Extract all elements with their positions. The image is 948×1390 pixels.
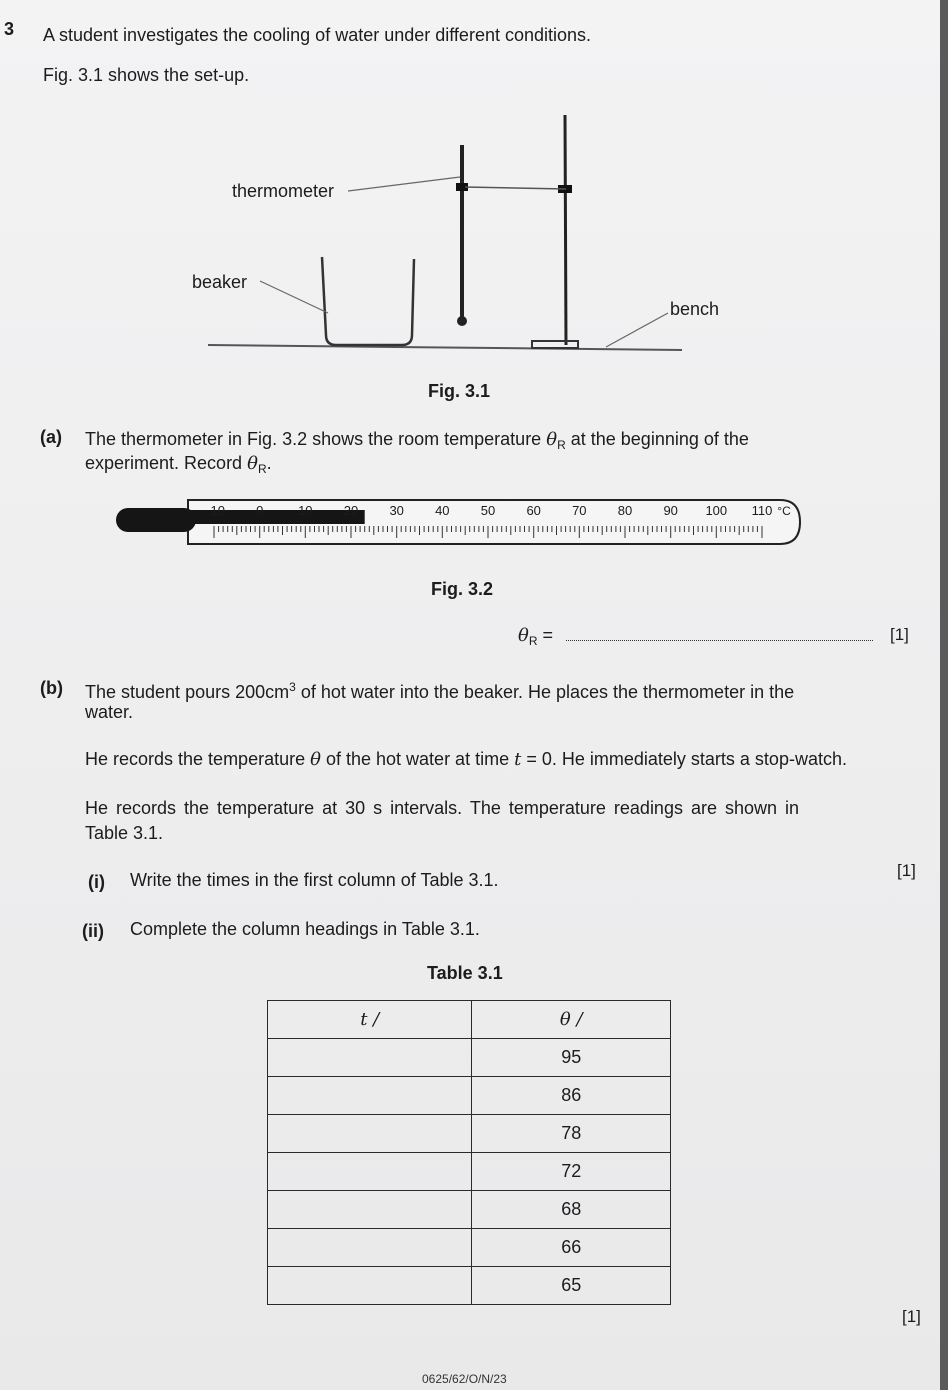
table-row bbox=[268, 1267, 671, 1305]
scale-label: 10 bbox=[298, 503, 313, 518]
time-cell[interactable] bbox=[268, 1077, 472, 1115]
scale-label: 110 bbox=[751, 503, 773, 518]
scale-label: 0 bbox=[256, 503, 264, 518]
table-row bbox=[268, 1039, 671, 1077]
thermometer-bulb bbox=[457, 316, 467, 326]
part-b-label: (b) bbox=[40, 678, 63, 698]
temperature-cell: 68 bbox=[472, 1191, 671, 1229]
footer-code: 0625/62/O/N/23 bbox=[422, 1372, 507, 1386]
table-3-1 bbox=[267, 1000, 671, 1305]
figure-3-2-thermometer bbox=[110, 496, 810, 550]
bench-label: bench bbox=[670, 299, 720, 319]
scale-label: 70 bbox=[572, 503, 587, 518]
stand-base bbox=[532, 341, 578, 348]
page-edge bbox=[940, 0, 948, 1390]
scale-label: 60 bbox=[526, 503, 541, 518]
temperature-cell: 72 bbox=[472, 1153, 671, 1191]
part-b-para1-line2: water. bbox=[85, 702, 134, 722]
header-time[interactable]: t / bbox=[268, 1001, 472, 1039]
sub-ii-marks: [1] bbox=[902, 1307, 921, 1326]
scale-label: 100 bbox=[705, 503, 728, 518]
part-b-para3-line1: He records the temperature at 30 s intervals. The temperature readings are shown in bbox=[85, 798, 800, 818]
thermometer-label: thermometer bbox=[232, 181, 335, 201]
scale-label: 40 bbox=[435, 503, 450, 518]
figure-3-1-caption: Fig. 3.1 bbox=[428, 381, 491, 401]
question-number: 3 bbox=[4, 19, 15, 39]
table-row bbox=[268, 1115, 671, 1153]
temperature-cell: 66 bbox=[472, 1229, 671, 1267]
sub-ii-label: (ii) bbox=[82, 921, 104, 941]
scale-label: 90 bbox=[663, 503, 678, 518]
part-a-answer-label: $\theta_R$ = bbox=[518, 625, 554, 648]
temperature-cell: 86 bbox=[472, 1077, 671, 1115]
scale-label: 50 bbox=[480, 503, 496, 518]
table-header-row bbox=[268, 1001, 671, 1039]
part-b-para1-line1: The student pours $200cm^3$ of hot water into the beaker. He places the thermometer in the bbox=[85, 680, 795, 702]
temperature-cell: 95 bbox=[472, 1039, 671, 1077]
scale-unit: °C bbox=[777, 504, 791, 518]
figure-3-1-diagram bbox=[180, 105, 760, 365]
sub-ii-text: Complete the column headings in Table 3.1. bbox=[130, 919, 480, 939]
part-a-marks: [1] bbox=[890, 625, 909, 644]
time-cell[interactable] bbox=[268, 1191, 472, 1229]
time-cell[interactable] bbox=[268, 1039, 472, 1077]
time-cell[interactable] bbox=[268, 1115, 472, 1153]
table-row bbox=[268, 1191, 671, 1229]
clamp-arm bbox=[465, 187, 566, 189]
header-temperature[interactable]: θ / bbox=[472, 1001, 671, 1039]
figure-reference: Fig. 3.1 shows the set-up. bbox=[43, 65, 250, 85]
question-intro: A student investigates the cooling of water under different conditions. bbox=[43, 25, 592, 45]
temperature-cell: 78 bbox=[472, 1115, 671, 1153]
part-a-label: (a) bbox=[40, 427, 62, 447]
time-cell[interactable] bbox=[268, 1153, 472, 1191]
part-a-line2: experiment. Record $\theta_R$. bbox=[85, 453, 272, 476]
figure-3-2-caption: Fig. 3.2 bbox=[431, 579, 494, 599]
scale-label: 80 bbox=[617, 503, 633, 518]
time-cell[interactable] bbox=[268, 1229, 472, 1267]
scale-label: 30 bbox=[389, 503, 404, 518]
table-row bbox=[268, 1229, 671, 1267]
part-b-para2: He records the temperature θ of the hot water at time t = 0. He immediately starts a stop-watch. bbox=[85, 749, 847, 770]
bench-line bbox=[208, 345, 682, 350]
table-3-1-caption: Table 3.1 bbox=[427, 963, 503, 983]
sub-i-marks: [1] bbox=[897, 861, 916, 880]
sub-i-text: Write the times in the first column of Table 3.1. bbox=[130, 870, 499, 890]
table-row bbox=[268, 1153, 671, 1191]
temperature-cell: 65 bbox=[472, 1267, 671, 1305]
part-a-line1: The thermometer in Fig. 3.2 shows the room temperature $\theta_R$ at the beginning of the bbox=[85, 429, 749, 452]
scale-label: 20 bbox=[343, 503, 359, 518]
beaker-label: beaker bbox=[192, 272, 248, 292]
beaker-shape bbox=[322, 257, 414, 345]
time-cell[interactable] bbox=[268, 1267, 472, 1305]
sub-i-label: (i) bbox=[88, 872, 105, 892]
scale-label: −10 bbox=[202, 503, 226, 518]
part-b-para3-line2: Table 3.1. bbox=[85, 823, 164, 843]
part-a-answer-line[interactable] bbox=[566, 640, 873, 641]
table-row bbox=[268, 1077, 671, 1115]
stand-rod bbox=[565, 115, 566, 345]
